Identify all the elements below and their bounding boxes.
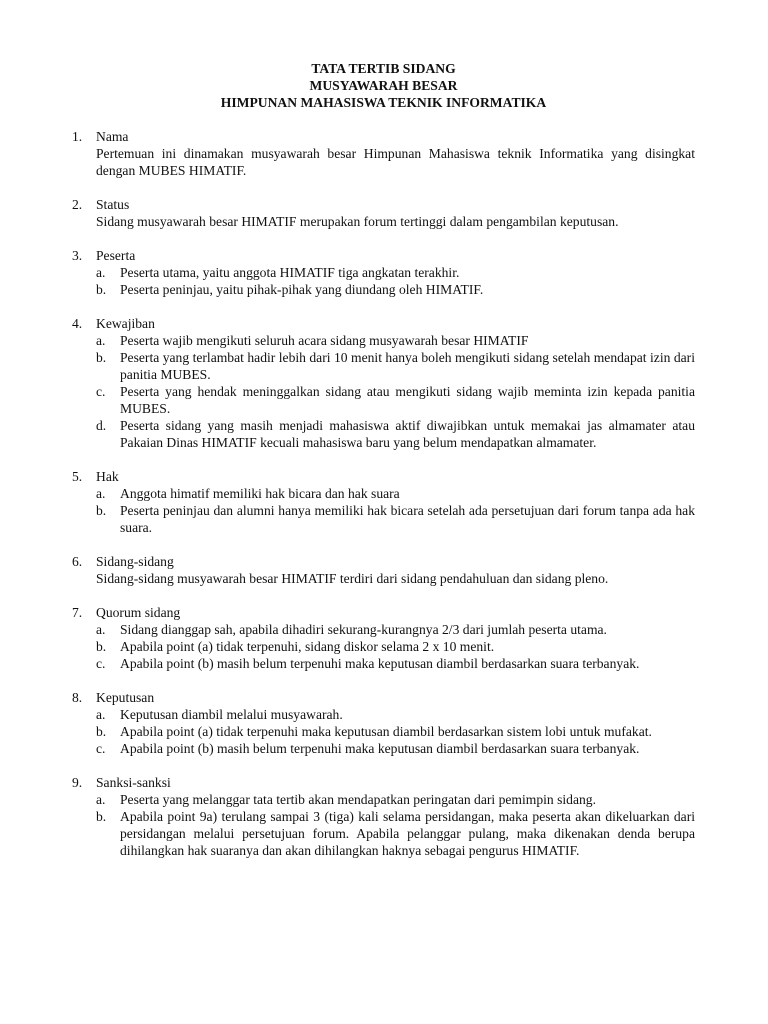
section-items [96, 621, 695, 672]
item-text: Apabila point (b) masih belum terpenuhi maka keputusan diambil berdasarkan suara terbanyak. [120, 741, 640, 756]
item-text: Apabila point 9a) terulang sampai 3 (tiga) kali selama persidangan, maka peserta akan dikeluarkan dari persidangan melalui persetujuan forum. Apabila pelanggar pulang, maka dikenakan denda berupa dihilangkan hak suaranya dan akan dihilangkan haknya sebagai pengurus HIMATIF. [120, 809, 695, 858]
item-letter: a. [96, 707, 106, 722]
list-item [96, 723, 695, 740]
item-letter: d. [96, 418, 107, 433]
section-heading: Hak [96, 469, 119, 484]
item-text: Apabila point (a) tidak terpenuhi maka keputusan diambil berdasarkan sistem lobi untuk mufakat. [120, 724, 652, 739]
item-text: Peserta sidang yang masih menjadi mahasiswa aktif diwajibkan untuk memakai jas almamater atau Pakaian Dinas HIMATIF kecuali mahasiswa baru yang belum mendapatkan almamater. [120, 418, 695, 450]
section-number: 4. [72, 316, 83, 331]
section-description: Pertemuan ini dinamakan musyawarah besar Himpunan Mahasiswa teknik Informatika yang disingkat dengan MUBES HIMATIF. [96, 146, 695, 178]
item-letter: b. [96, 639, 107, 654]
item-letter: c. [96, 741, 106, 756]
section-heading: Kewajiban [96, 316, 155, 331]
item-text: Peserta yang melanggar tata tertib akan mendapatkan peringatan dari pemimpin sidang. [120, 792, 596, 807]
item-letter: b. [96, 503, 107, 518]
item-text: Anggota himatif memiliki hak bicara dan hak suara [120, 486, 400, 501]
item-letter: c. [96, 656, 106, 671]
item-letter: c. [96, 384, 106, 399]
section-number: 1. [72, 129, 83, 144]
list-item [96, 502, 695, 536]
list-item [96, 655, 695, 672]
item-letter: a. [96, 792, 106, 807]
rule-section [72, 553, 695, 587]
section-number: 5. [72, 469, 83, 484]
item-letter: b. [96, 809, 107, 824]
rule-section [72, 468, 695, 536]
list-item [96, 417, 695, 451]
list-item [96, 621, 695, 638]
section-items [96, 485, 695, 536]
document-page [72, 60, 695, 876]
item-text: Peserta utama, yaitu anggota HIMATIF tiga angkatan terakhir. [120, 265, 460, 280]
list-item [96, 264, 695, 281]
rule-section [72, 774, 695, 859]
rule-section [72, 315, 695, 451]
section-number: 8. [72, 690, 83, 705]
item-text: Peserta peninjau, yaitu pihak-pihak yang diundang oleh HIMATIF. [120, 282, 484, 297]
rule-section [72, 247, 695, 298]
document-title: TATA TERTIB SIDANG [311, 61, 456, 76]
section-items [96, 791, 695, 859]
item-text: Apabila point (b) masih belum terpenuhi maka keputusan diambil berdasarkan suara terbanyak. [120, 656, 640, 671]
list-item [96, 740, 695, 757]
section-heading: Quorum sidang [96, 605, 181, 620]
section-number: 3. [72, 248, 83, 263]
rule-section [72, 128, 695, 179]
item-text: Peserta wajib mengikuti seluruh acara sidang musyawarah besar HIMATIF [120, 333, 529, 348]
item-letter: a. [96, 265, 106, 280]
rule-section [72, 604, 695, 672]
section-items [96, 332, 695, 451]
section-items [96, 264, 695, 298]
item-text: Peserta peninjau dan alumni hanya memiliki hak bicara setelah ada persetujuan dari forum tanpa ada hak suara. [120, 503, 695, 535]
document-title-block [72, 60, 695, 111]
item-letter: b. [96, 282, 107, 297]
item-letter: a. [96, 486, 106, 501]
document-subtitle: MUSYAWARAH BESAR [309, 78, 458, 93]
section-number: 7. [72, 605, 83, 620]
item-letter: b. [96, 350, 107, 365]
item-text: Peserta yang hendak meninggalkan sidang atau mengikuti sidang wajib meminta izin kepada panitia MUBES. [120, 384, 695, 416]
list-item [96, 349, 695, 383]
section-number: 9. [72, 775, 83, 790]
section-heading: Peserta [96, 248, 136, 263]
item-text: Keputusan diambil melalui musyawarah. [120, 707, 343, 722]
section-heading: Sidang-sidang [96, 554, 174, 569]
section-number: 6. [72, 554, 83, 569]
list-item [96, 281, 695, 298]
section-heading: Keputusan [96, 690, 155, 705]
item-letter: b. [96, 724, 107, 739]
rule-section [72, 689, 695, 757]
item-text: Apabila point (a) tidak terpenuhi, sidang diskor selama 2 x 10 menit. [120, 639, 495, 654]
list-item [96, 791, 695, 808]
section-heading: Sanksi-sanksi [96, 775, 171, 790]
organization-name: HIMPUNAN MAHASISWA TEKNIK INFORMATIKA [220, 95, 547, 110]
list-item [96, 638, 695, 655]
list-item [96, 706, 695, 723]
rule-section [72, 196, 695, 230]
rules-list [72, 128, 695, 859]
list-item [96, 808, 695, 859]
section-items [96, 706, 695, 757]
item-text: Peserta yang terlambat hadir lebih dari 10 menit hanya boleh mengikuti sidang setelah mendapat izin dari panitia MUBES. [120, 350, 695, 382]
list-item [96, 485, 695, 502]
section-description: Sidang musyawarah besar HIMATIF merupakan forum tertinggi dalam pengambilan keputusan. [96, 214, 619, 229]
list-item [96, 383, 695, 417]
section-heading: Status [96, 197, 130, 212]
list-item [96, 332, 695, 349]
section-heading: Nama [96, 129, 129, 144]
section-description: Sidang-sidang musyawarah besar HIMATIF terdiri dari sidang pendahuluan dan sidang pleno. [96, 571, 609, 586]
item-text: Sidang dianggap sah, apabila dihadiri sekurang-kurangnya 2/3 dari jumlah peserta utama. [120, 622, 607, 637]
section-number: 2. [72, 197, 83, 212]
item-letter: a. [96, 333, 106, 348]
item-letter: a. [96, 622, 106, 637]
